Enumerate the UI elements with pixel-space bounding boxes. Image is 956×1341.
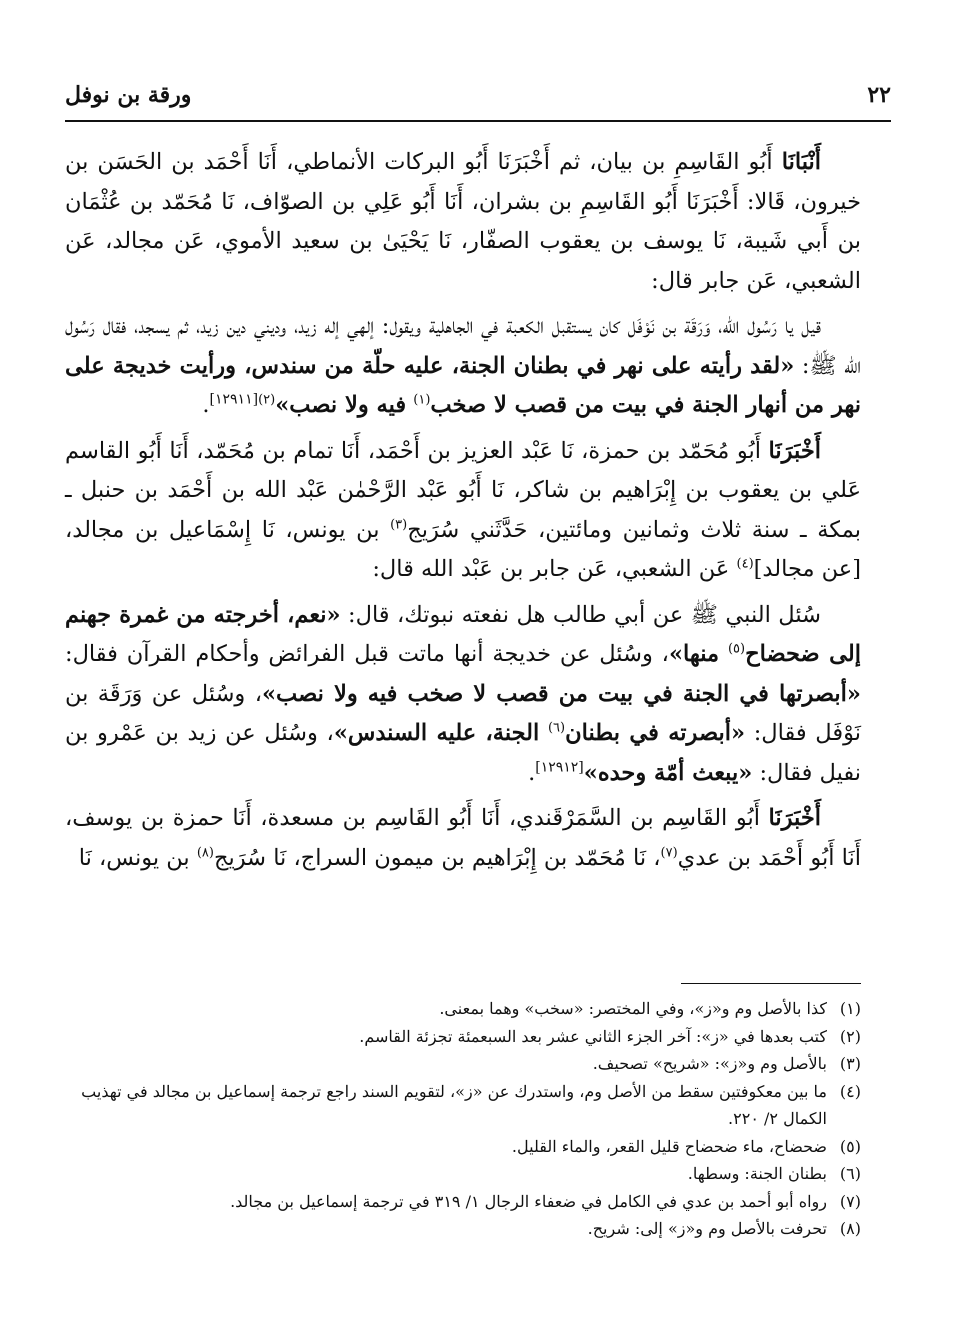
main-text <box>65 143 861 878</box>
hadith-quote: «يبعث أمّة وحده» <box>583 759 753 786</box>
paragraph-2 <box>65 307 861 426</box>
footnote-number: (٦) <box>839 1164 861 1183</box>
isnad-lead-word: أَخْبَرَنَا <box>768 437 821 464</box>
hadith-quote: «نعم، أخرجته من غمرة جهنم إلى ضحضاح <box>65 601 861 667</box>
hadith-quote: «أبصرته في بطنان <box>565 720 746 746</box>
hadith-quote: الجنة، عليه السندس» <box>333 720 540 746</box>
footnote-marker: (١) <box>413 392 431 408</box>
paragraph-text: ، نَا مُحَمّد بن إِبْرَاهيم بن ميمون السراج، نَا سُرَيج <box>213 844 661 871</box>
footnote-text: ضحضاح، ماء ضحضاح قليل القعر، والماء القليل. <box>511 1136 827 1156</box>
paragraph-text: ، وسُئل عن خديجة أنها ماتت قبل الفرائض وأحكام القرآن فقال: <box>65 641 669 667</box>
paragraph-5 <box>65 799 861 878</box>
footnote-marker: (٢) <box>258 392 276 408</box>
paragraph-text: بن يونس، نَا <box>78 844 190 871</box>
hadith-quote: «أبصرتها في الجنة في بيت من قصب لا صخب فيه ولا نصب» <box>261 680 861 707</box>
paragraph-text: ، وسُئل عن زيد بن عَمْرو بن نفيل فقال: <box>65 720 861 786</box>
header-divider <box>65 120 891 122</box>
footnote-text: بطنان الجنة: وسطها. <box>687 1164 827 1183</box>
paragraph-1 <box>65 143 861 301</box>
footnote-number: (٣) <box>839 1054 861 1073</box>
footnote-item <box>65 1215 861 1243</box>
footnote-number: (٥) <box>839 1136 861 1156</box>
footnote-item <box>65 1188 861 1216</box>
footnote-marker: (٦) <box>547 720 566 736</box>
paragraph-text: قيل يا رَسُول الله، وَرَقَة بن نَوْفَل كان يستقبل الكعبة في الجاهلية ويقول: إلهي إله زيد، وديني دين زيد، ثم يسجد، فقال رَسُول الله ﷺ: <box>65 313 861 379</box>
footnote-item <box>65 1133 861 1161</box>
footnotes <box>65 995 861 1243</box>
paragraph-4 <box>65 596 861 794</box>
hadith-quote: منها» <box>668 641 720 667</box>
paragraph-text: بن يونس، نَا إِسْمَاعيل بن مجالد، [عن مجالد] <box>65 516 861 582</box>
footnote-marker: (٣) <box>390 517 408 532</box>
isnad-lead-word: أَخْبَرَنَا <box>768 805 821 831</box>
footnote-text: بالأصل وم و«ز»: «شريح» تصحيف. <box>592 1054 827 1073</box>
footnote-marker: (٥) <box>727 641 746 657</box>
footnote-item <box>65 995 861 1023</box>
footnote-number: (٨) <box>839 1219 861 1238</box>
running-title: ورقة بن نوفل <box>65 82 192 108</box>
footnote-text: ما بين معكوفتين سقط من الأصل وم، واستدرك عن «ز»، لتقويم السند راجع ترجمة إسماعيل بن مجالد في تهذيب الكمال ٢/ ٢٢٠. <box>81 1081 827 1128</box>
period: . <box>202 392 210 418</box>
period: . <box>528 759 536 786</box>
paragraph-3 <box>65 432 861 590</box>
footnote-number: (٧) <box>839 1191 861 1211</box>
paragraph-text: أَبُو القَاسِمِ بن بيان، ثم أَخْبَرَنَا أَبُو البركات الأنماطي، أَنَا أَحْمَد بن الحَسَن بن خيرون، قَالا: أَخْبَرَنَا أَبُو القَاسِمِ بن بشران، أَنَا أَبُو عَلِي بن الصوّاف، نَا مُحَمّد بن عُثْمَان بن أَبي شَيبة، نَا يوسف بن يعقوب الصفّار، نَا يَحْيَىٰ بن سعيد الأموي، عَن مجالد، عَن الشعبي، عَن جابر قال: <box>65 149 861 294</box>
isnad-lead-word: أَنْبَانَا <box>781 149 822 175</box>
footnote-item <box>65 1160 861 1188</box>
footnote-marker: (٨) <box>196 845 214 860</box>
footnote-marker: (٧) <box>660 845 678 860</box>
page-number: ٢٢ <box>867 82 891 108</box>
footnote-number: (٤) <box>839 1081 861 1101</box>
footnote-number: (٢) <box>839 1026 861 1046</box>
footnote-text: كذا بالأصل وم و«ز»، وفي المختصر: «سخب» وهما بمعنى. <box>439 999 827 1018</box>
footnote-divider <box>681 983 861 984</box>
footnote-item <box>65 1078 861 1133</box>
footnote-item <box>65 1050 861 1078</box>
paragraph-text: أَبُو مُحَمّد بن حمزة، نَا عَبْد العزيز بن أَحْمَد، أَنَا تمام بن مُحَمّد، أَنَا أَبُو القاسم عَلي بن يعقوب بن إِبْرَاهيم بن شاكر، نَا أَبُو عَبْد الرَّحْمٰن عَبْد الله بن أَحْمَد بن حنبل ـ بمكة ـ سنة ثلاث وثمانين ومائتين، حَدَّثَني سُرَيج <box>65 437 861 543</box>
footnote-marker: (٤) <box>736 556 754 572</box>
footnote-text: رواه أبو أحمد بن عدي في الكامل في ضعفاء الرجال ١/ ٣١٩ في ترجمة إسماعيل بن مجالد. <box>230 1191 827 1211</box>
hadith-quote: فيه ولا نصب» <box>275 392 407 418</box>
paragraph-text: أَبُو القَاسِم بن السَّمَرْقَندي، أَنَا أَبُو القَاسِم بن مسعدة، أَنَا حمزة بن يوسف، أَنَا أَبُو أَحْمَد بن عدي <box>65 805 861 871</box>
footnote-text: تحرفت بالأصل وم و«ز» إلى: شريح. <box>587 1219 827 1238</box>
hadith-quote: «لقد رأيته على نهر في بطنان الجنة، عليه حلّة من سندس، ورأيت خديجة على نهر من أنهار الجنة في بيت من قصب لا صخب <box>65 352 861 418</box>
footnote-item <box>65 1023 861 1051</box>
paragraph-text: عَن الشعبي، عَن جابر بن عَبْد الله قال: <box>372 556 730 582</box>
footnote-number: (١) <box>839 999 861 1018</box>
paragraph-text: سُئل النبي ﷺ عن أبي طالب هل نفعته نبوتك، قال: <box>348 601 821 628</box>
footnote-text: كتب بعدها في «ز»: آخر الجزء الثاني عشر بعد السبعمئة تجزئة القاسم. <box>359 1026 827 1046</box>
hadith-reference-number: [١٢٩١٢] <box>535 759 584 775</box>
page-header <box>65 78 891 112</box>
paragraph-text: ، وسُئل عن وَرَقَة بن نَوْفَل فقال: <box>65 680 861 746</box>
hadith-reference-number: [١٢٩١١] <box>209 391 259 408</box>
